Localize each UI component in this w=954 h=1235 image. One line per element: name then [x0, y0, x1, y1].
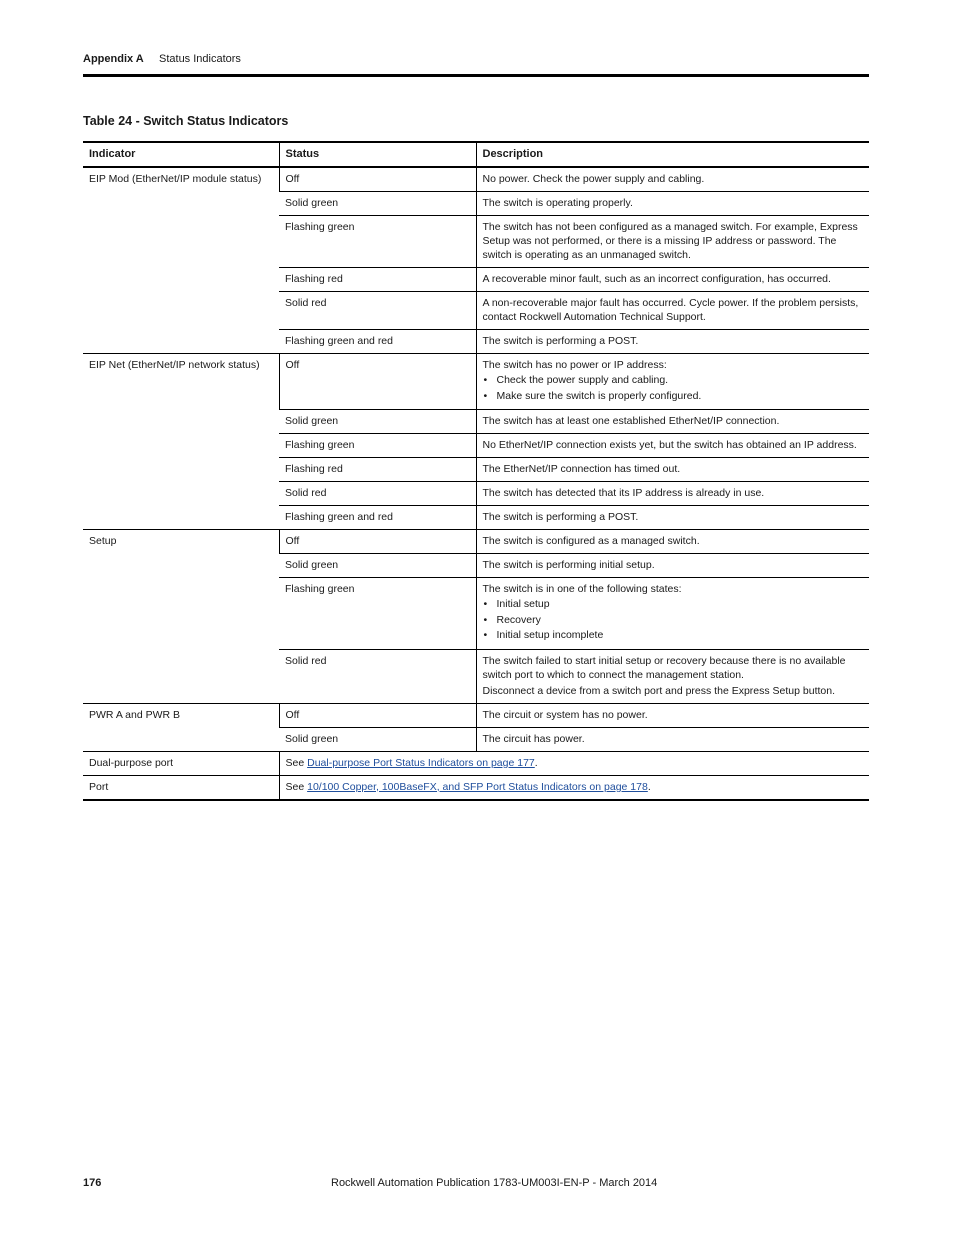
- bullet-item: • Check the power supply and cabling.: [483, 373, 864, 389]
- description-text: The switch has not been configured as a managed switch. For example, Express Setup was not performed, or there is a missing IP address or password. The switch is operating as an unmanaged switch.: [482, 221, 858, 261]
- status-cell: Off: [279, 167, 476, 192]
- status-cell: Solid green: [279, 410, 476, 434]
- status-cell: Flashing green and red: [279, 506, 476, 530]
- header-rule: [83, 74, 869, 77]
- description-cell: [476, 649, 869, 703]
- status-cell: Off: [279, 354, 476, 410]
- bullet-item: • Recovery: [483, 613, 864, 629]
- status-cell: Solid red: [279, 292, 476, 330]
- description-cell: [476, 354, 869, 410]
- appendix-label: Appendix A: [83, 53, 144, 65]
- cross-reference-cell: [279, 775, 869, 800]
- column-header: Indicator: [83, 142, 279, 167]
- status-cell: Flashing green: [279, 578, 476, 650]
- description-text: The circuit or system has no power.: [482, 708, 648, 721]
- description-text: The EtherNet/IP connection has timed out.: [482, 463, 681, 475]
- status-cell: Off: [279, 703, 476, 727]
- description-cell: [476, 167, 869, 192]
- description-text: The switch has detected that its IP address is already in use.: [482, 487, 765, 499]
- description-text: The circuit has power.: [482, 732, 585, 745]
- bullet-list: [483, 597, 864, 644]
- status-cell: Flashing red: [279, 458, 476, 482]
- description-cell: [476, 482, 869, 506]
- description-cell: [476, 434, 869, 458]
- status-cell: Off: [279, 530, 476, 554]
- status-cell: Solid red: [279, 482, 476, 506]
- status-cell: Flashing green: [279, 434, 476, 458]
- description-cell: [476, 703, 869, 727]
- indicator-cell: PWR A and PWR B: [83, 703, 279, 751]
- column-header: Status: [279, 142, 476, 167]
- description-cell: [476, 292, 869, 330]
- status-cell: Solid red: [279, 649, 476, 703]
- page-header: [83, 53, 869, 75]
- table-row: [83, 703, 869, 727]
- description-cell: [476, 530, 869, 554]
- description-text: The switch is performing a POST.: [482, 511, 639, 523]
- publication-info: Rockwell Automation Publication 1783-UM003I-EN-P - March 2014: [331, 1177, 658, 1189]
- table-row: [83, 530, 869, 554]
- description-text: A non-recoverable major fault has occurred. Cycle power. If the problem persists, contact Rockwell Automation Technical Support.: [482, 297, 859, 323]
- description-cell: [476, 458, 869, 482]
- status-cell: Solid green: [279, 192, 476, 216]
- bullet-item: • Initial setup: [483, 597, 864, 613]
- description-note: Disconnect a device from a switch port and press the Express Setup button.: [482, 684, 836, 697]
- cross-reference-cell: [279, 751, 869, 775]
- description-cell: [476, 506, 869, 530]
- description-text: The switch is operating properly.: [482, 197, 633, 209]
- description-cell: [476, 410, 869, 434]
- table-row: [83, 354, 869, 410]
- indicator-cell: EIP Mod (EtherNet/IP module status): [83, 167, 279, 354]
- status-cell: Solid green: [279, 554, 476, 578]
- table-header-row: [83, 142, 869, 167]
- table-row: [83, 775, 869, 800]
- link-suffix: .: [647, 780, 651, 793]
- table-title: Table 24 - Switch Status Indicators: [83, 114, 289, 128]
- indicator-cell: Port: [83, 775, 279, 800]
- description-cell: [476, 192, 869, 216]
- description-cell: [476, 268, 869, 292]
- description-cell: [476, 330, 869, 354]
- description-text: The switch is configured as a managed switch.: [482, 535, 700, 547]
- description-cell: [476, 554, 869, 578]
- see-prefix: See: [285, 756, 308, 769]
- column-header: Description: [476, 142, 869, 167]
- description-text: The switch has no power or IP address:: [482, 359, 667, 371]
- table-row: [83, 751, 869, 775]
- cross-reference-link[interactable]: 10/100 Copper, 100BaseFX, and SFP Port Status Indicators on page 178: [307, 780, 648, 793]
- description-cell: [476, 727, 869, 751]
- description-text: No power. Check the power supply and cabling.: [482, 173, 705, 185]
- indicator-cell: EIP Net (EtherNet/IP network status): [83, 354, 279, 530]
- status-cell: Flashing green: [279, 216, 476, 268]
- cross-reference-link[interactable]: Dual-purpose Port Status Indicators on page 177: [307, 756, 535, 769]
- description-text: A recoverable minor fault, such as an incorrect configuration, has occurred.: [482, 273, 831, 285]
- status-cell: Flashing green and red: [279, 330, 476, 354]
- description-text: The switch has at least one established EtherNet/IP connection.: [482, 415, 780, 427]
- page-number: 176: [83, 1177, 102, 1189]
- bullet-item: • Initial setup incomplete: [483, 628, 864, 644]
- indicator-cell: Dual-purpose port: [83, 751, 279, 775]
- description-text: The switch is performing a POST.: [482, 335, 639, 347]
- section-title: Status Indicators: [159, 53, 241, 65]
- indicator-cell: Setup: [83, 530, 279, 704]
- description-text: The switch is performing initial setup.: [482, 559, 655, 571]
- status-cell: Solid green: [279, 727, 476, 751]
- description-cell: [476, 216, 869, 268]
- table-row: [83, 167, 869, 192]
- description-text: The switch is in one of the following states:: [482, 583, 682, 595]
- bullet-list: [483, 373, 864, 404]
- description-cell: [476, 578, 869, 650]
- see-prefix: See: [285, 780, 308, 793]
- bullet-item: • Make sure the switch is properly configured.: [483, 389, 864, 405]
- status-cell: Flashing red: [279, 268, 476, 292]
- description-text: No EtherNet/IP connection exists yet, but the switch has obtained an IP address.: [482, 439, 857, 451]
- link-suffix: .: [534, 756, 538, 769]
- description-text: The switch failed to start initial setup or recovery because there is no available switch port to which to connect the management station.: [482, 654, 846, 681]
- switch-status-table: [83, 141, 869, 801]
